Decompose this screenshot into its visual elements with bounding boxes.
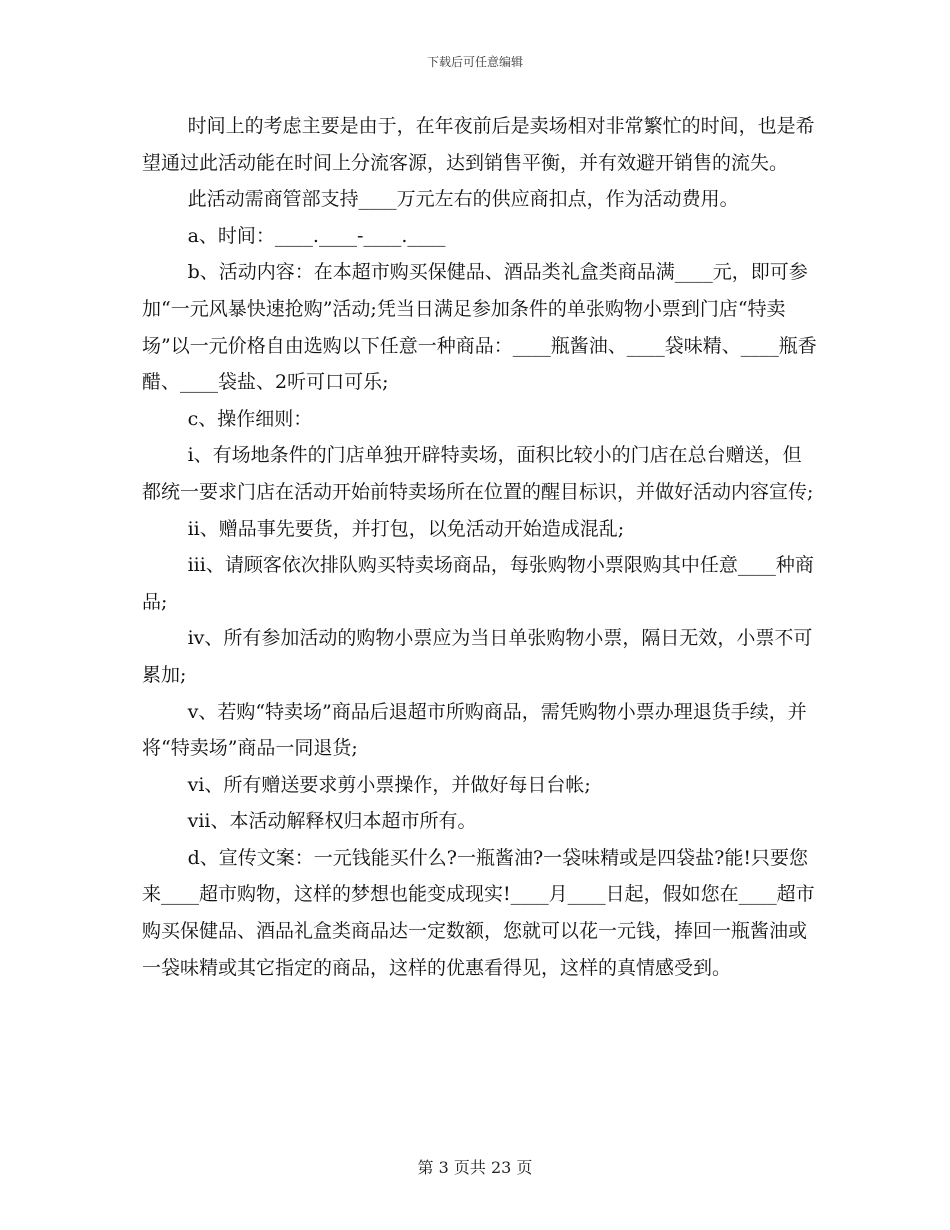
paragraph-rule-iii: iii、请顾客依次排队购买特卖场商品，每张购物小票限购其中任意____种商品;	[142, 554, 814, 613]
paragraph-promo-copy: d、宣传文案：一元钱能买什么?一瓶酱油?一袋味精或是四袋盐?能!只要您来____超市购物，这样的梦想也能变成现实!____月____日起，假如您在____超市购买保健品、酒品礼盒类商品达一定数额，您就可以花一元钱，捧回一瓶酱油或一袋味精或其它指定的商品，这样的优惠看得见，这样的真情感受到。	[142, 846, 815, 979]
paragraph-activity-content: b、活动内容：在本超市购买保健品、酒品类礼盒类商品满____元，即可参加“一元风暴快速抢购”活动;凭当日满足参加条件的单张购物小票到门店“特卖场”以一元价格自由选购以下任意一种商品：____瓶酱油、____袋味精、____瓶香醋、____袋盐、2听可口可乐;	[142, 261, 817, 394]
paragraph-budget: 此活动需商管部支持____万元左右的供应商扣点，作为活动费用。	[187, 188, 739, 211]
document-body	[142, 108, 818, 986]
paragraph-operation-rules: c、操作细则：	[187, 407, 313, 430]
paragraph-rule-vii: vii、本活动解释权归本超市所有。	[187, 810, 477, 833]
page-header: 下载后可任意编辑	[426, 55, 523, 69]
paragraph-rule-iv: iv、所有参加活动的购物小票应为当日单张购物小票，隔日无效，小票不可累加;	[142, 627, 813, 686]
paragraph-rule-i: i、有场地条件的门店单独开辟特卖场，面积比较小的门店在总台赠送，但都统一要求门店在活动开始前特卖场所在位置的醒目标识，并做好活动内容宣传;	[142, 444, 814, 503]
page-number: 第 3 页共 23 页	[417, 1158, 533, 1177]
paragraph-rule-vi: vi、所有赠送要求剪小票操作，并做好每日台帐;	[187, 773, 591, 796]
paragraph-rule-ii: ii、赠品事先要货，并打包，以免活动开始造成混乱;	[187, 517, 625, 540]
paragraph-time-consideration: 时间上的考虑主要是由于，在年夜前后是卖场相对非常繁忙的时间，也是希望通过此活动能在时间上分流客源，达到销售平衡，并有效避开销售的流失。	[142, 115, 815, 174]
paragraph-rule-v: v、若购“特卖场”商品后退超市所购商品，需凭购物小票办理退货手续，并将“特卖场”商品一同退货;	[142, 700, 807, 760]
paragraph-time: a、时间：____.____-____.____	[187, 224, 446, 247]
